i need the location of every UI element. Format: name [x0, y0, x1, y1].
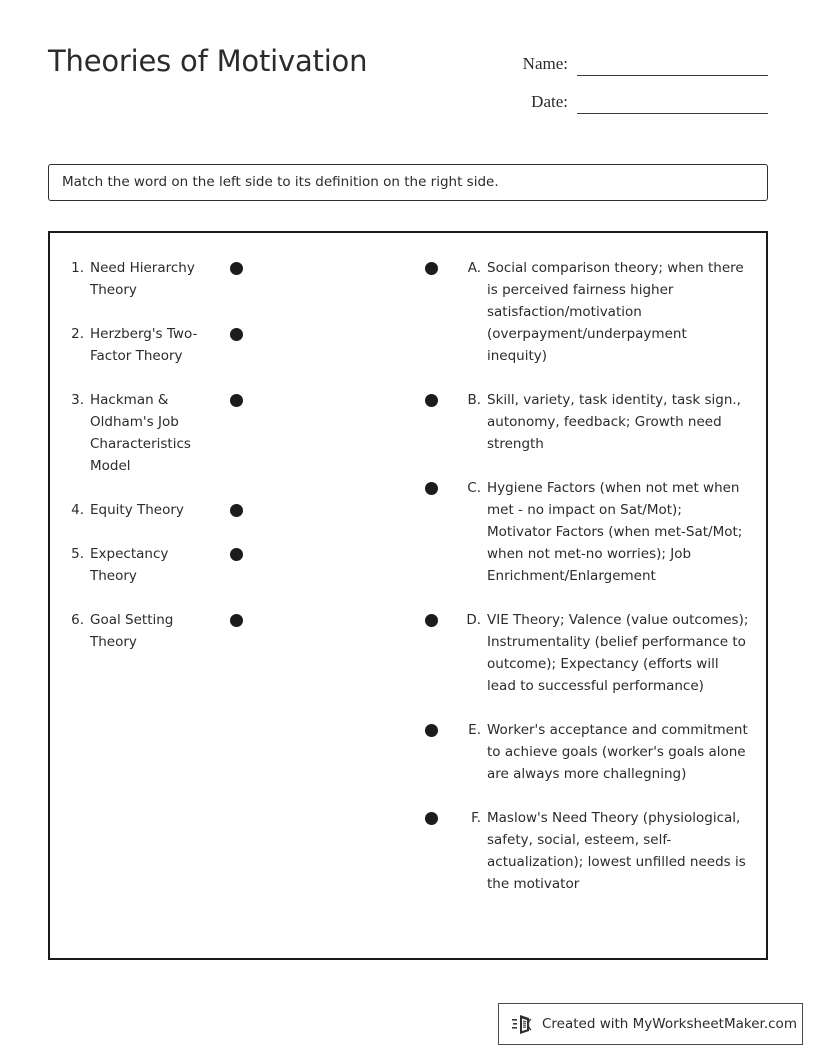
definition-letter: C.: [467, 480, 481, 496]
term-row[interactable]: [66, 543, 281, 587]
match-dot-icon[interactable]: [230, 614, 243, 627]
term-label: Equity Theory: [90, 502, 184, 518]
definition-text: Hygiene Factors (when not met when met - no impact on Sat/Mot); Motivator Factors (when met-Sat/Mot; when not met-no worries); Job Enrichment/Enlargement: [487, 480, 743, 584]
term-number: 2.: [71, 326, 84, 342]
term-row[interactable]: [66, 499, 281, 521]
term-label: Expectancy Theory: [90, 546, 169, 584]
name-field-row: [523, 54, 768, 76]
match-dot-icon[interactable]: [425, 482, 438, 495]
page-title: Theories of Motivation: [48, 44, 368, 78]
definition-letter: B.: [467, 392, 481, 408]
date-field-label: Date:: [531, 92, 568, 111]
term-label: Herzberg's Two-Factor Theory: [90, 326, 198, 364]
term-row[interactable]: [66, 257, 281, 301]
match-dot-icon[interactable]: [230, 394, 243, 407]
definition-dot-cell[interactable]: [425, 389, 465, 411]
match-dot-icon[interactable]: [425, 262, 438, 275]
definition-text: VIE Theory; Valence (value outcomes); Instrumentality (belief performance to outcome); Expectancy (efforts will lead to successful performance): [487, 612, 749, 694]
term-body: [66, 257, 218, 301]
definition-letter: D.: [466, 612, 481, 628]
definition-row[interactable]: [425, 477, 750, 587]
definition-row[interactable]: [425, 257, 750, 367]
definition-row[interactable]: [425, 389, 750, 455]
date-field-row: [531, 92, 768, 114]
term-label: Need Hierarchy Theory: [90, 260, 195, 298]
term-body: [66, 499, 218, 521]
term-label: Goal Setting Theory: [90, 612, 174, 650]
term-row[interactable]: [66, 389, 281, 477]
match-dot-icon[interactable]: [425, 614, 438, 627]
footer-attribution-text: Created with MyWorksheetMaker.com: [542, 1016, 797, 1032]
term-dot-cell[interactable]: [218, 323, 243, 345]
instruction-box: [48, 164, 768, 201]
instruction-text: Match the word on the left side to its definition on the right side.: [62, 173, 499, 190]
footer-attribution-badge[interactable]: [498, 1003, 803, 1045]
definition-body: [465, 389, 750, 455]
definition-text: Maslow's Need Theory (physiological, safety, social, esteem, self-actualization); lowest unfilled needs is the motivator: [487, 810, 746, 892]
term-row[interactable]: [66, 609, 281, 653]
definition-body: [465, 609, 750, 697]
worksheet-maker-logo-icon: [512, 1012, 534, 1036]
match-dot-icon[interactable]: [425, 394, 438, 407]
term-row[interactable]: [66, 323, 281, 367]
definition-body: [465, 807, 750, 895]
match-dot-icon[interactable]: [425, 812, 438, 825]
definition-letter: F.: [471, 810, 481, 826]
term-body: [66, 609, 218, 653]
match-dot-icon[interactable]: [230, 548, 243, 561]
name-field-label: Name:: [522, 54, 568, 73]
term-body: [66, 543, 218, 587]
definition-letter: E.: [468, 722, 481, 738]
term-dot-cell[interactable]: [218, 609, 243, 631]
worksheet-header: [48, 44, 768, 124]
definition-text: Skill, variety, task identity, task sign., autonomy, feedback; Growth need strength: [487, 392, 741, 452]
term-number: 6.: [71, 612, 84, 628]
match-dot-icon[interactable]: [230, 262, 243, 275]
terms-column: [66, 257, 281, 675]
definition-dot-cell[interactable]: [425, 609, 465, 631]
term-dot-cell[interactable]: [218, 499, 243, 521]
date-field-input[interactable]: [577, 94, 768, 114]
definition-body: [465, 257, 750, 367]
term-dot-cell[interactable]: [218, 543, 243, 565]
definition-row[interactable]: [425, 609, 750, 697]
term-dot-cell[interactable]: [218, 257, 243, 279]
definition-letter: A.: [467, 260, 481, 276]
definition-dot-cell[interactable]: [425, 719, 465, 741]
match-dot-icon[interactable]: [425, 724, 438, 737]
definition-row[interactable]: [425, 807, 750, 895]
definition-dot-cell[interactable]: [425, 477, 465, 499]
definitions-column: [425, 257, 750, 917]
definition-text: Worker's acceptance and commitment to achieve goals (worker's goals alone are always more challegning): [487, 722, 748, 782]
term-number: 3.: [71, 392, 84, 408]
term-body: [66, 323, 218, 367]
term-number: 4.: [71, 502, 84, 518]
term-label: Hackman & Oldham's Job Characteristics Model: [90, 392, 191, 474]
name-field-input[interactable]: [577, 56, 768, 76]
term-dot-cell[interactable]: [218, 389, 243, 411]
definition-row[interactable]: [425, 719, 750, 785]
match-dot-icon[interactable]: [230, 328, 243, 341]
term-number: 1.: [71, 260, 84, 276]
definition-body: [465, 477, 750, 587]
definition-dot-cell[interactable]: [425, 257, 465, 279]
definition-body: [465, 719, 750, 785]
term-number: 5.: [71, 546, 84, 562]
match-dot-icon[interactable]: [230, 504, 243, 517]
definition-text: Social comparison theory; when there is perceived fairness higher satisfaction/motivation (overpayment/underpayment inequity): [487, 260, 744, 364]
term-body: [66, 389, 218, 477]
definition-dot-cell[interactable]: [425, 807, 465, 829]
matching-panel: [48, 231, 768, 960]
